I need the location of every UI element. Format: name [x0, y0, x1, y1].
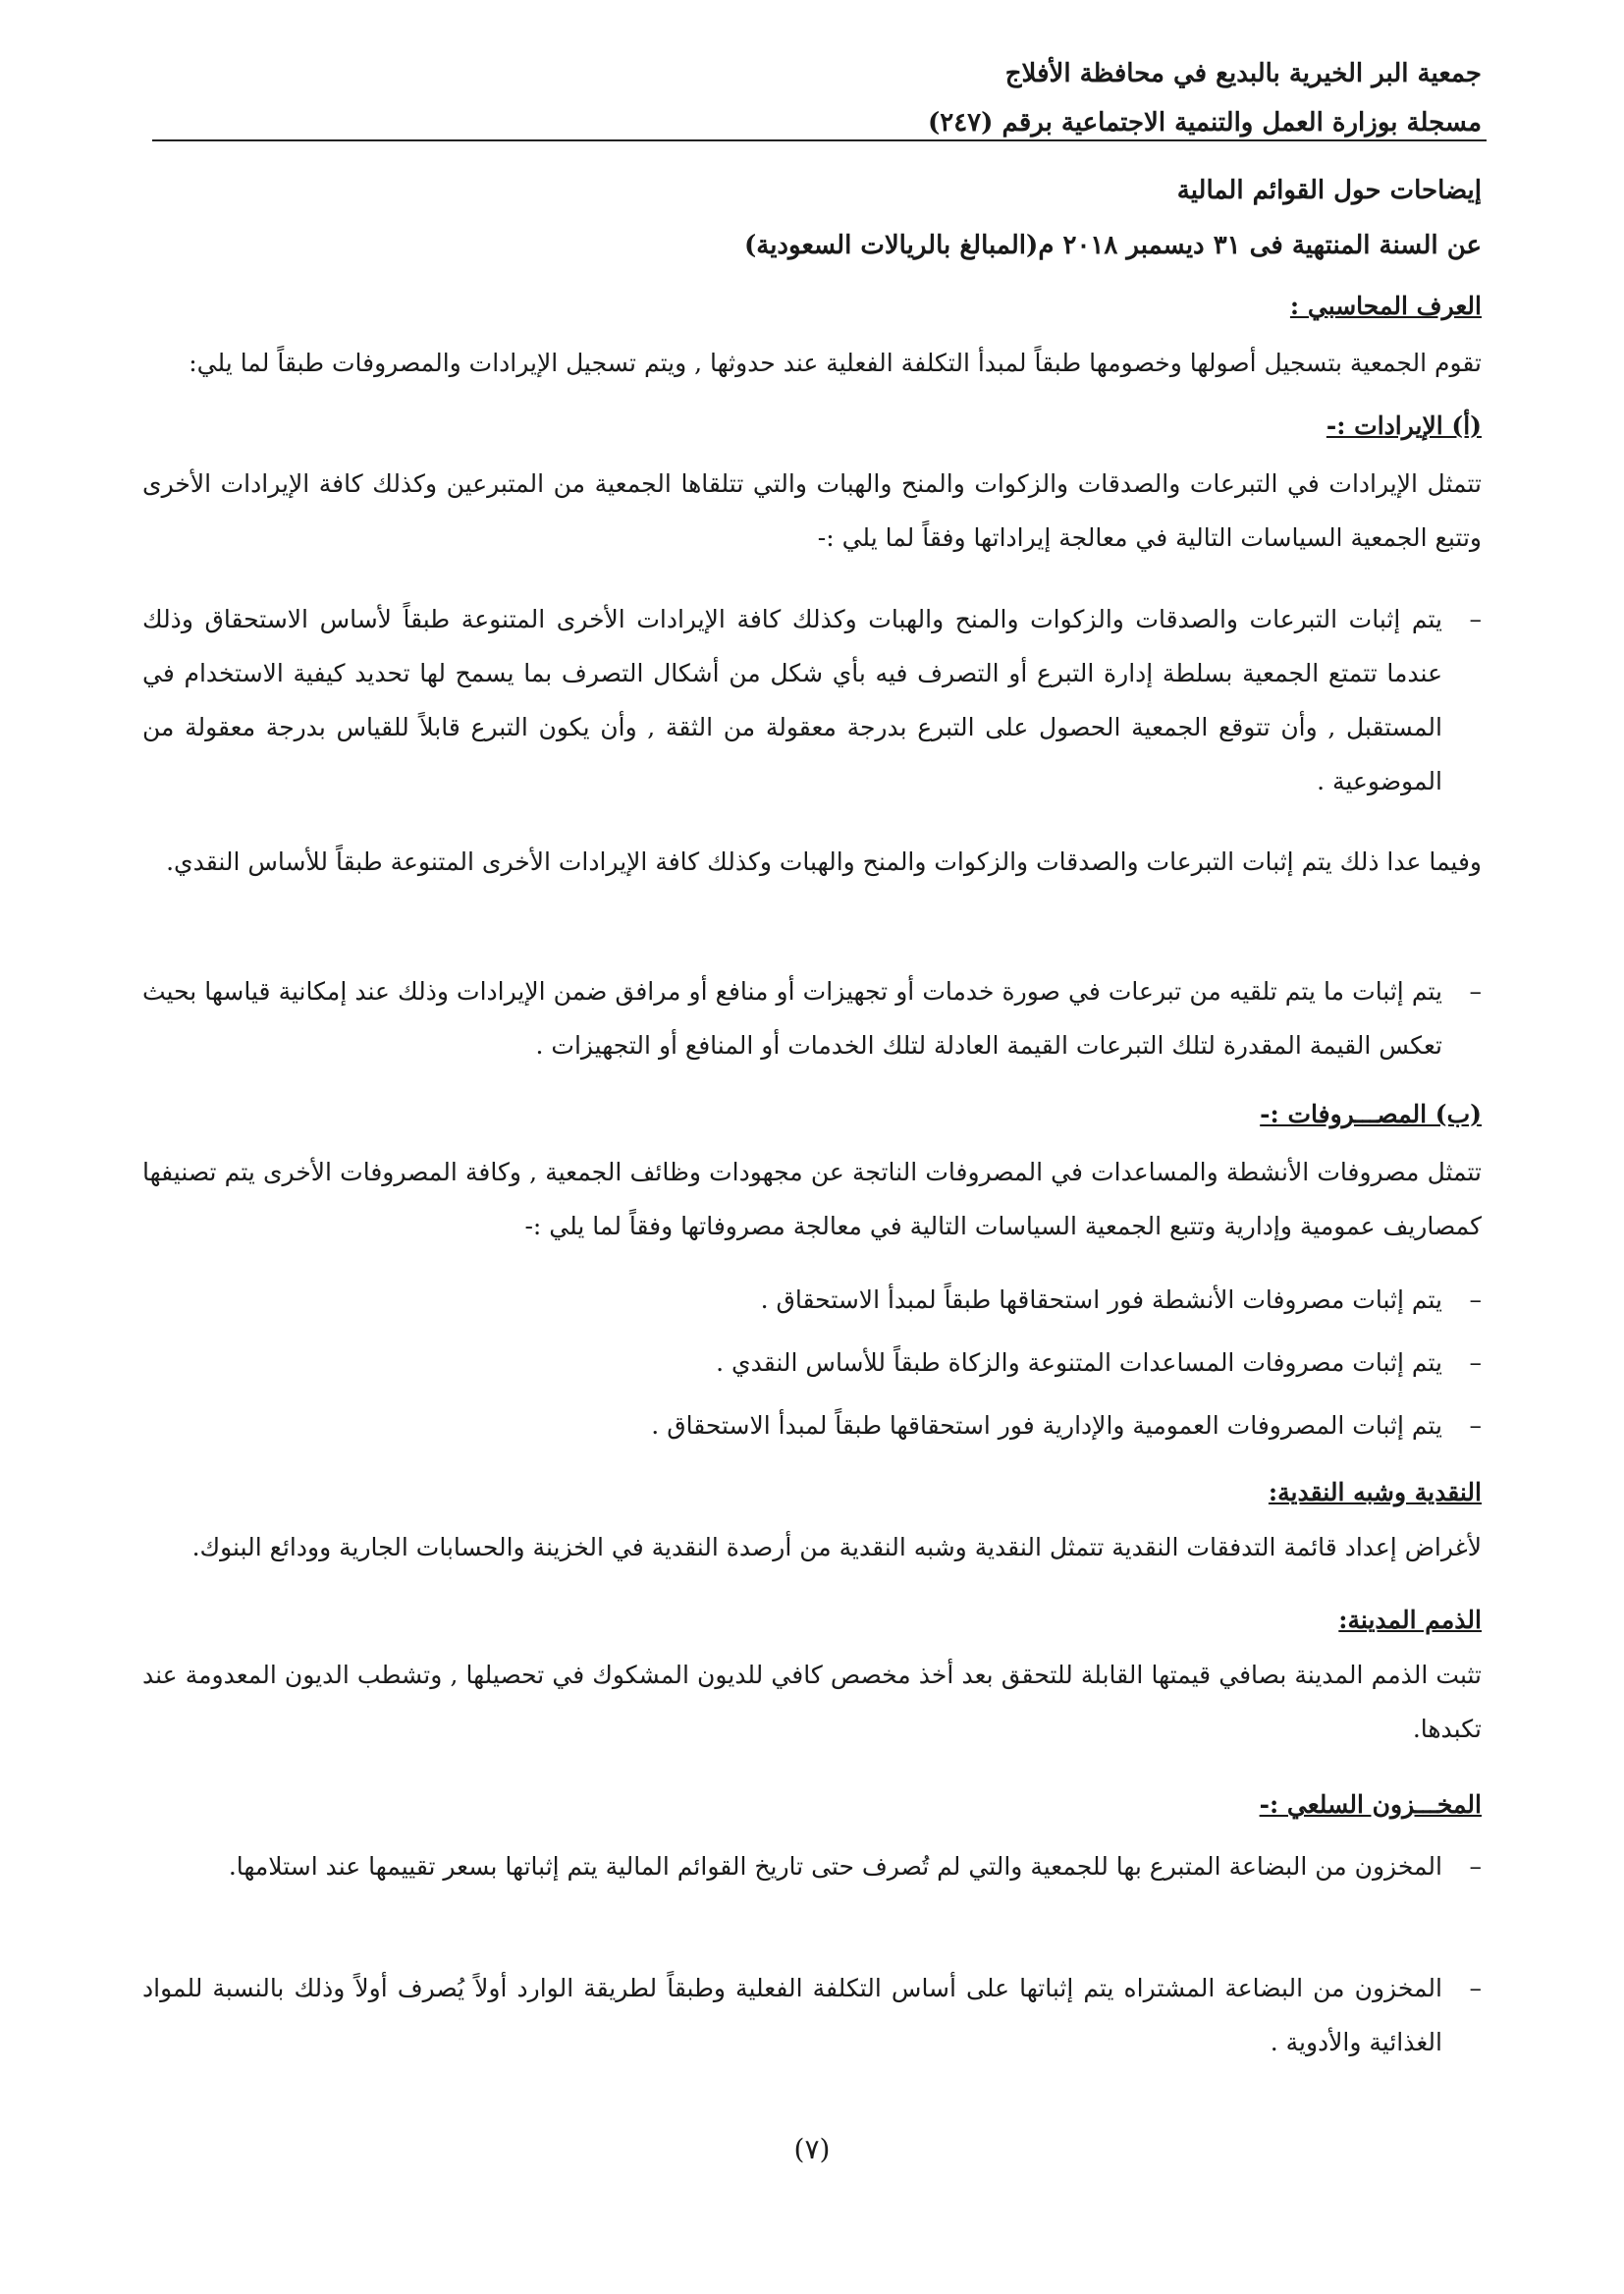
bullet-text: يتم إثبات مصروفات المساعدات المتنوعة والزكاة طبقاً للأساس النقدي . [716, 1348, 1442, 1377]
page-number: (٧) [793, 2133, 831, 2165]
expenses-bullet-3 [142, 1398, 1482, 1452]
bullet-text: يتم إثبات ما يتم تلقيه من تبرعات في صورة خدمات أو تجهيزات أو منافع أو مرافق ضمن الإيرادات وذلك عند إمكانية قياسها بحيث تعكس القيمة المقدرة لتلك التبرعات القيمة العادلة لتلك الخدمات أو المنافع أو التجهيزات . [142, 977, 1442, 1060]
inventory-bullet-2 [142, 1961, 1482, 2069]
header-divider [152, 139, 1487, 141]
revenues-bullet-2 [142, 964, 1482, 1072]
bullet-dash: – [1469, 1285, 1482, 1314]
org-registration: مسجلة بوزارة العمل والتنمية الاجتماعية برقم (٢٤٧) [927, 108, 1482, 137]
org-name: جمعية البر الخيرية بالبديع في محافظة الأفلاج [1004, 59, 1482, 88]
revenues-otherwise: وفيما عدا ذلك يتم إثبات التبرعات والصدقات والزكوات والمنح والهبات وكذلك كافة الإيرادات الأخرى المتنوعة طبقاً للأساس النقدي. [166, 847, 1482, 876]
bullet-dash: – [1469, 605, 1482, 633]
revenues-intro: تتمثل الإيرادات في التبرعات والصدقات والزكوات والمنح والهبات والتي تتلقاها الجمعية من المتبرعين وكذلك كافة الإيرادات الأخرى وتتبع الجمعية السياسات التالية في معالجة إيراداتها وفقاً لما يلي :- [142, 469, 1482, 552]
accounting-heading: العرف المحاسبي : [1289, 292, 1482, 320]
cash-heading: النقدية وشبه النقدية: [1268, 1478, 1482, 1506]
accounting-intro: تقوم الجمعية بتسجيل أصولها وخصومها طبقاً لمبدأ التكلفة الفعلية عند حدوثها , ويتم تسجيل الإيرادات والمصروفات طبقاً لما يلي: [189, 349, 1482, 377]
bullet-dash: – [1469, 1411, 1482, 1440]
expenses-heading: (ب) المصـــروفات :- [1260, 1100, 1482, 1128]
inventory-heading: المخـــزون السلعي :- [1259, 1790, 1482, 1819]
expenses-bullet-1 [142, 1273, 1482, 1327]
bullet-dash: – [1469, 1348, 1482, 1377]
revenues-bullet-1 [142, 592, 1482, 808]
receivables-heading: الذمم المدينة: [1338, 1606, 1482, 1634]
bullet-text: يتم إثبات التبرعات والصدقات والزكوات والمنح والهبات وكذلك كافة الإيرادات الأخرى المتنوعة طبقاً لأساس الاستحقاق وذلك عندما تتمتع الجمعية بسلطة إدارة التبرع أو التصرف فيه بأي شكل من أشكال التصرف بما يسمح لها تحديد كيفية الاستخدام في المستقبل , وأن تتوقع الجمعية الحصول على التبرع بدرجة معقولة من الثقة , وأن يكون التبرع قابلاً للقياس بدرجة معقولة من الموضوعية . [142, 605, 1442, 795]
bullet-text: المخزون من البضاعة المتبرع بها للجمعية والتي لم تُصرف حتى تاريخ القوائم المالية يتم إثباتها بسعر تقييمها عند استلامها. [228, 1852, 1442, 1881]
bullet-text: المخزون من البضاعة المشتراه يتم إثباتها على أساس التكلفة الفعلية وطبقاً لطريقة الوارد أولاً يُصرف أولاً وذلك بالنسبة للمواد الغذائية والأدوية . [142, 1974, 1442, 2056]
expenses-intro: تتمثل مصروفات الأنشطة والمساعدات في المصروفات الناتجة عن مجهودات وظائف الجمعية , وكافة المصروفات الأخرى يتم تصنيفها كمصاريف عمومية وإدارية وتتبع الجمعية السياسات التالية في معالجة مصروفاتها وفقاً لما يلي :- [142, 1158, 1482, 1240]
title-line2: عن السنة المنتهية فى ٣١ ديسمبر ٢٠١٨ م(المبالغ بالريالات السعودية) [743, 231, 1482, 260]
bullet-text: يتم إثبات مصروفات الأنشطة فور استحقاقها طبقاً لمبدأ الاستحقاق . [760, 1285, 1442, 1314]
bullet-dash: – [1469, 977, 1482, 1006]
revenues-heading: (أ) الإيرادات :- [1326, 411, 1482, 440]
bullet-dash: – [1469, 1974, 1482, 2002]
bullet-dash: – [1469, 1852, 1482, 1881]
cash-text: لأغراض إعداد قائمة التدفقات النقدية تتمثل النقدية وشبه النقدية من أرصدة النقدية في الخزينة والحسابات الجارية وودائع البنوك. [191, 1533, 1482, 1561]
expenses-bullet-2 [142, 1336, 1482, 1390]
bullet-text: يتم إثبات المصروفات العمومية والإدارية فور استحقاقها طبقاً لمبدأ الاستحقاق . [651, 1411, 1442, 1440]
org-header [142, 49, 1482, 147]
receivables-text: تثبت الذمم المدينة بصافي قيمتها القابلة للتحقق بعد أخذ مخصص كافي للديون المشكوك في تحصيلها , وتشطب الديون المعدومة عند تكبدها. [142, 1661, 1482, 1743]
title-line1: إيضاحات حول القوائم المالية [1176, 176, 1482, 205]
inventory-bullet-1 [142, 1839, 1482, 1893]
document-title [142, 163, 1482, 273]
